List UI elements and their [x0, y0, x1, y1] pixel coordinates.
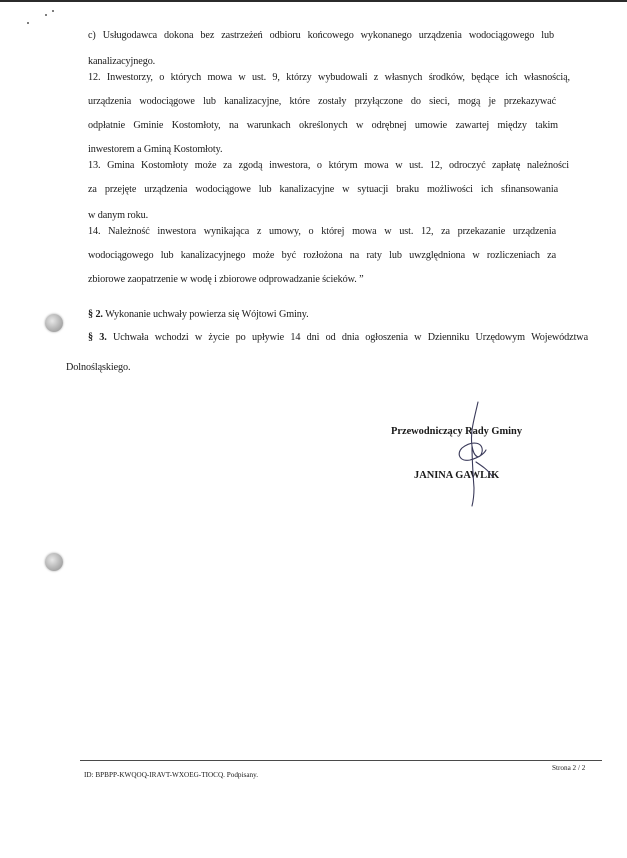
scan-speck	[45, 14, 47, 16]
body-line-10: 14. Należność inwestora wynikająca z umowy, o której mowa w ust. 12, za przekazanie urządzenia	[88, 226, 556, 237]
body-line-2: kanalizacyjnego.	[88, 56, 156, 67]
body-line-4: urządzenia wodociągowe lub kanalizacyjne, które zostały przyłączone do sieci, mogą je przekazywać	[88, 96, 556, 107]
scan-top-edge	[0, 0, 627, 2]
document-id: ID: BPBPP-KWQOQ-IRAVT-WXOEG-TIOCQ. Podpisany.	[84, 771, 259, 779]
paragraph-3-continuation: Dolnośląskiego.	[66, 362, 131, 373]
body-line-6: inwestorem a Gminą Kostomłoty.	[88, 144, 223, 155]
body-line-1: c) Usługodawca dokona bez zastrzeżeń odbioru końcowego wykonanego urządzenia wodociągowego lub	[88, 30, 554, 41]
handwritten-signature	[448, 400, 498, 510]
body-line-11: wodociągowego lub kanalizacyjnego może być rozłożona na raty lub uwzględniona w rozliczeniach za	[88, 250, 556, 261]
punch-hole-bottom	[45, 553, 63, 571]
paragraph-2-label: § 2.	[88, 309, 103, 320]
body-line-7: 13. Gmina Kostomłoty może za zgodą inwestora, o którym mowa w ust. 12, odroczyć zapłatę należności	[88, 160, 569, 171]
footer-divider	[80, 760, 602, 761]
page-number: Strona 2 / 2	[552, 764, 586, 772]
body-line-5: odpłatnie Gminie Kostomłoty, na warunkach określonych w odrębnej umowie zawartej między takim	[88, 120, 558, 131]
body-line-8: za przejęte urządzenia wodociągowe lub kanalizacyjne w sytuacji braku możliwości ich sfinansowania	[88, 184, 558, 195]
paragraph-3-text: Uchwała wchodzi w życie po upływie 14 dni od dnia ogłoszenia w Dzienniku Urzędowym Województwa	[106, 332, 588, 343]
signatory-title: Przewodniczący Rady Gminy	[391, 426, 523, 437]
signatory-name: JANINA GAWLIK	[414, 470, 500, 481]
scan-speck	[52, 10, 54, 12]
paragraph-3-label: § 3.	[88, 332, 107, 343]
body-line-9: w danym roku.	[88, 210, 149, 221]
paragraph-2	[88, 309, 309, 321]
paragraph-2-text: Wykonanie uchwały powierza się Wójtowi Gminy.	[102, 309, 309, 320]
body-line-12: zbiorowe zaopatrzenie w wodę i zbiorowe odprowadzanie ścieków. ”	[88, 274, 364, 285]
paragraph-3	[88, 332, 588, 345]
scan-speck	[27, 22, 29, 24]
body-line-3: 12. Inwestorzy, o których mowa w ust. 9, którzy wybudowali z własnych środków, będące ich własnością,	[88, 72, 570, 83]
punch-hole-top	[45, 314, 63, 332]
